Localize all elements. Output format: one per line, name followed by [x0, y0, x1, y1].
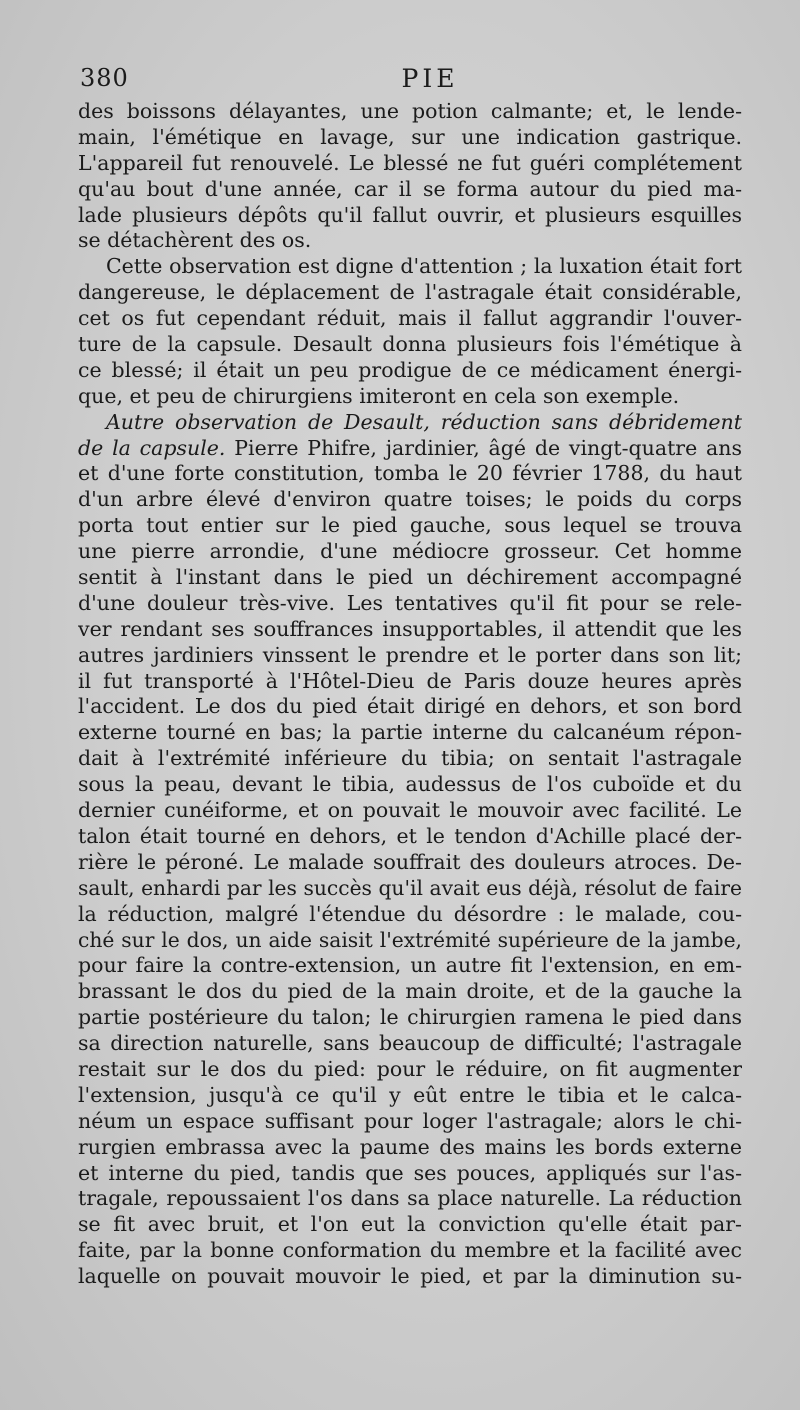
text-line: néum un espace suffisant pour loger l'astragale; alors le chi- [78, 1108, 742, 1133]
text-line: et interne du pied, tandis que ses pouces, appliqués sur l'as- [78, 1160, 742, 1185]
text-line: sous la peau, devant le tibia, audessus de l'os cuboïde et du [78, 772, 742, 797]
text-fragment: Pierre Phifre, jardinier, âgé de vingt-quatre ans [225, 435, 742, 460]
text-line: ché sur le dos, un aide saisit l'extrémité supérieure de la jambe, [78, 927, 742, 952]
text-line: cet os fut cependant réduit, mais il fallut aggrandir l'ouver- [78, 306, 742, 331]
text-line: d'un arbre élevé d'environ quatre toises; le poids du corps [78, 487, 742, 512]
text-line: autres jardiniers vinssent le prendre et le porter dans son lit; [78, 642, 742, 667]
text-line: externe tourné en bas; la partie interne du calcanéum répon- [78, 720, 742, 745]
text-line: sa direction naturelle, sans beaucoup de difficulté; l'astragale [78, 1031, 742, 1056]
text-line: talon était tourné en dehors, et le tendon d'Achille placé der- [78, 823, 742, 848]
text-line: porta tout entier sur le pied gauche, sous lequel se trouva [78, 513, 742, 538]
text-line: dernier cunéiforme, et on pouvait le mouvoir avec facilité. Le [78, 798, 742, 823]
text-line: la réduction, malgré l'étendue du désordre : le malade, cou- [78, 901, 742, 926]
text-line: pour faire la contre-extension, un autre fit l'extension, en em- [78, 953, 742, 978]
text-line: L'appareil fut renouvelé. Le blessé ne fut guéri complétement [78, 150, 742, 175]
text-line: ture de la capsule. Desault donna plusieurs fois l'émétique à [78, 332, 742, 357]
text-line: rurgien embrassa avec la paume des mains les bords externe [78, 1134, 742, 1159]
text-line: ce blessé; il était un peu prodigue de ce médicament énergi- [78, 357, 742, 382]
running-title: PIE [401, 64, 459, 93]
page-number: 380 [80, 64, 129, 92]
text-line: rière le péroné. Le malade souffrait des douleurs atroces. De- [78, 849, 742, 874]
page-header [80, 64, 740, 98]
text-line: dait à l'extrémité inférieure du tibia; on sentait l'astragale [78, 746, 742, 771]
text-line: partie postérieure du talon; le chirurgien ramena le pied dans [78, 1005, 742, 1030]
body-text [78, 99, 742, 1290]
text-line: tragale, repoussaient l'os dans sa place naturelle. La réduction [78, 1186, 742, 1211]
text-line [78, 436, 742, 462]
text-line: que, et peu de chirurgiens imiteront en cela son exemple. [78, 383, 680, 408]
text-line: brassant le dos du pied de la main droite, et de la gauche la [78, 979, 742, 1004]
section-heading: Autre observation de Desault, réduction sans débridement [106, 409, 742, 434]
text-line: se détachèrent des os. [78, 228, 312, 253]
text-line: et d'une forte constitution, tomba le 20 février 1788, du haut [78, 461, 742, 486]
text-line: restait sur le dos du pied: pour le réduire, on fit augmenter [78, 1056, 742, 1081]
section-heading-end: de la capsule. [78, 435, 226, 460]
text-line: une pierre arrondie, d'une médiocre grosseur. Cet homme [78, 539, 742, 564]
text-line: l'accident. Le dos du pied était dirigé en dehors, et son bord [78, 694, 742, 719]
text-line: l'extension, jusqu'à ce qu'il y eût entre le tibia et le calca- [78, 1082, 742, 1107]
text-line: lade plusieurs dépôts qu'il fallut ouvrir, et plusieurs esquilles [78, 202, 742, 227]
text-line: faite, par la bonne conformation du membre et la facilité avec [78, 1238, 742, 1263]
text-line: d'une douleur très-vive. Les tentatives qu'il fit pour se rele- [78, 590, 742, 615]
text-line: sault, enhardi par les succès qu'il avait eus déjà, résolut de faire [78, 875, 742, 900]
text-line: se fit avec bruit, et l'on eut la conviction qu'elle était par- [78, 1212, 742, 1237]
text-line: il fut transporté à l'Hôtel-Dieu de Paris douze heures après [78, 668, 742, 693]
text-line [78, 410, 742, 436]
text-line: Cette observation est digne d'attention ; la luxation était fort [106, 254, 742, 279]
text-line: qu'au bout d'une année, car il se forma autour du pied ma- [78, 176, 742, 201]
text-line: des boissons délayantes, une potion calmante; et, le lende- [78, 99, 742, 123]
text-line: ver rendant ses souffrances insupportables, il attendit que les [78, 616, 742, 641]
text-line: dangereuse, le déplacement de l'astragale était considérable, [78, 280, 742, 305]
text-line: laquelle on pouvait mouvoir le pied, et par la diminution su- [78, 1264, 742, 1289]
text-line: sentit à l'instant dans le pied un déchirement accompagné [78, 565, 742, 590]
text-line: main, l'émétique en lavage, sur une indication gastrique. [78, 124, 742, 149]
